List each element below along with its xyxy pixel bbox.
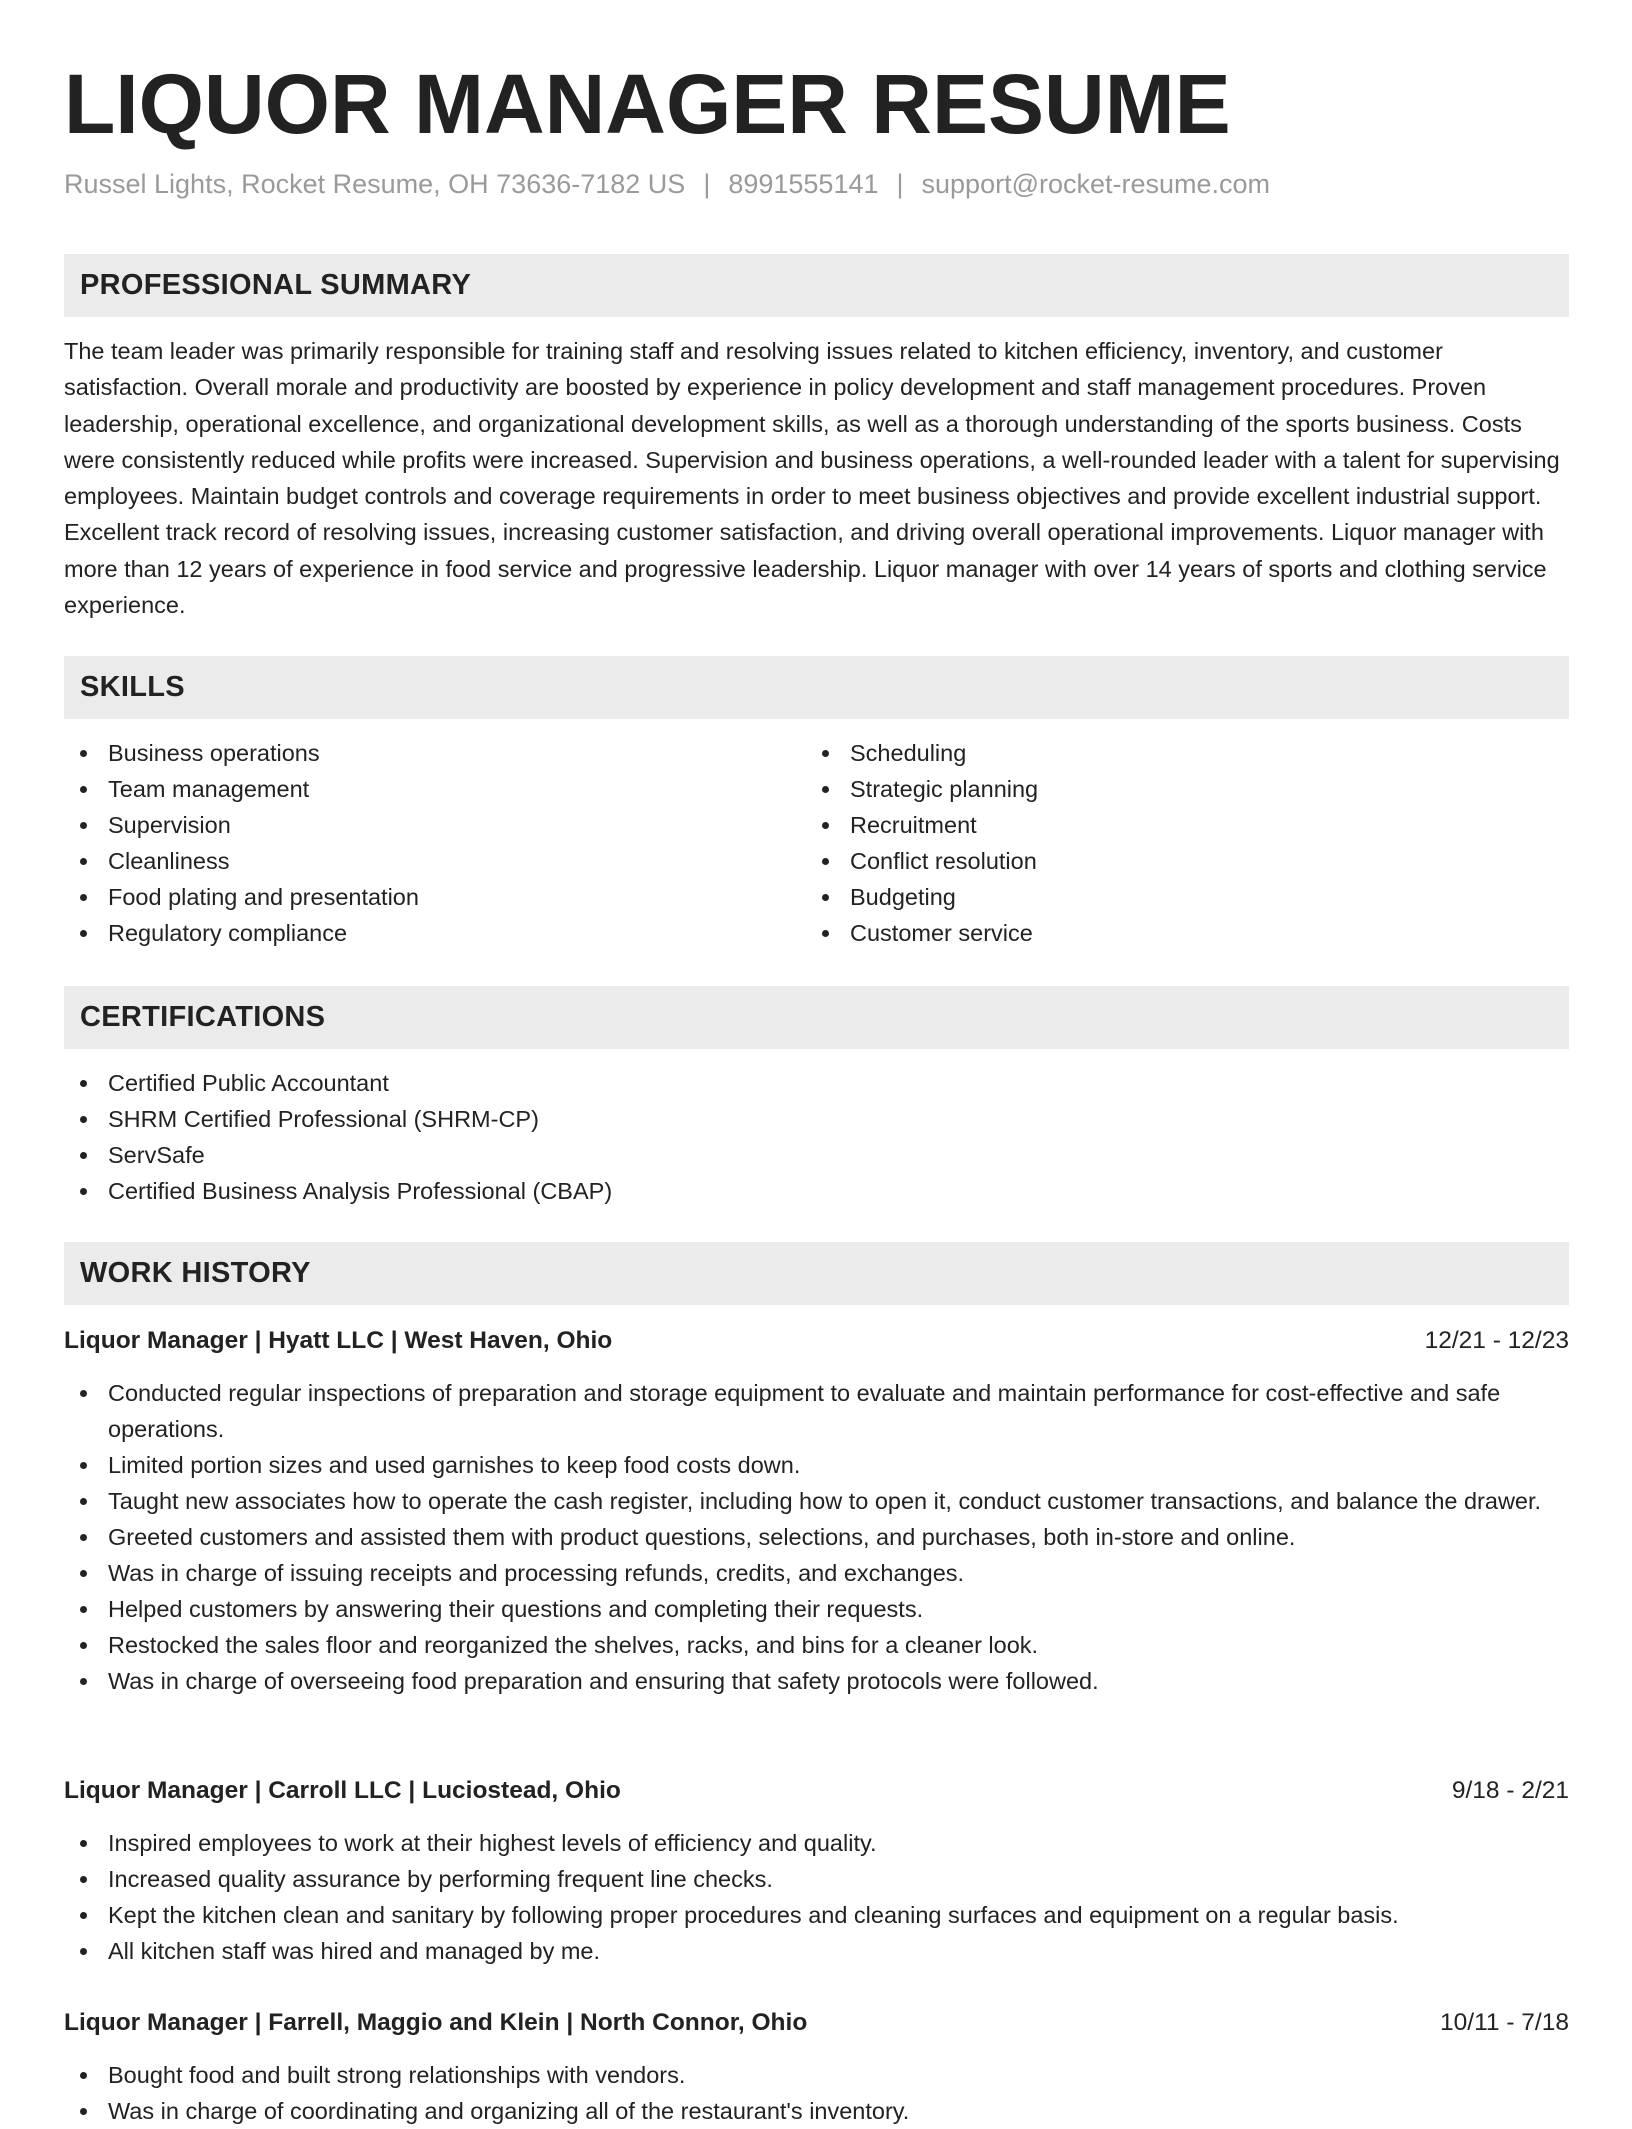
skill-item: Business operations xyxy=(64,735,764,771)
job-dates: 9/18 - 2/21 xyxy=(1451,1777,1569,1804)
job-title: Liquor Manager | Carroll LLC | Luciostead, Ohio xyxy=(64,1777,621,1804)
skill-item: Conflict resolution xyxy=(806,843,1506,879)
skill-item: Budgeting xyxy=(806,879,1506,915)
skill-item: Cleanliness xyxy=(64,843,764,879)
summary-section-header xyxy=(64,254,1569,317)
job-duty: Taught new associates how to operate the cash register, including how to open it, conduct customer transactions, and balance the drawer. xyxy=(64,1483,1569,1519)
skills-list-right xyxy=(806,735,1506,951)
skill-item: Team management xyxy=(64,771,764,807)
job-duty: Bought food and built strong relationships with vendors. xyxy=(64,2057,1569,2093)
contact-email[interactable]: support@rocket-resume.com xyxy=(921,169,1271,199)
job-duty: Limited portion sizes and used garnishes to keep food costs down. xyxy=(64,1447,1569,1483)
skill-item: Scheduling xyxy=(806,735,1506,771)
job-dates: 10/11 - 7/18 xyxy=(1440,2009,1569,2036)
job-duties-list xyxy=(64,2057,1569,2129)
job-duty: All kitchen staff was hired and managed by me. xyxy=(64,1933,1569,1969)
job-duty: Kept the kitchen clean and sanitary by following proper procedures and cleaning surfaces and equipment on a regular basis. xyxy=(64,1897,1569,1933)
certifications-section-header xyxy=(64,986,1569,1049)
work-history-heading: WORK HISTORY xyxy=(80,1257,311,1289)
job-duty: Inspired employees to work at their highest levels of efficiency and quality. xyxy=(64,1825,1569,1861)
job-header xyxy=(64,1773,1569,1809)
skill-item: Regulatory compliance xyxy=(64,915,764,951)
skill-item: Food plating and presentation xyxy=(64,879,764,915)
summary-heading: PROFESSIONAL SUMMARY xyxy=(80,269,472,301)
certifications-list xyxy=(64,1065,1569,1209)
skill-item: Customer service xyxy=(806,915,1506,951)
contact-separator: | xyxy=(703,169,711,199)
skills-list-left xyxy=(64,735,764,951)
contact-phone: 8991555141 xyxy=(728,169,879,199)
job-header xyxy=(64,2005,1569,2041)
certification-item: Certified Business Analysis Professional (CBAP) xyxy=(64,1173,1569,1209)
contact-line xyxy=(64,166,1270,202)
job-duty: Restocked the sales floor and reorganized the shelves, racks, and bins for a cleaner look. xyxy=(64,1627,1569,1663)
job-duty: Was in charge of overseeing food preparation and ensuring that safety protocols were followed. xyxy=(64,1663,1569,1699)
job-title: Liquor Manager | Farrell, Maggio and Klein | North Connor, Ohio xyxy=(64,2009,808,2036)
job-duty: Greeted customers and assisted them with product questions, selections, and purchases, both in-store and online. xyxy=(64,1519,1569,1555)
skills-section-header xyxy=(64,656,1569,719)
job-duty: Increased quality assurance by performing frequent line checks. xyxy=(64,1861,1569,1897)
certification-item: Certified Public Accountant xyxy=(64,1065,1569,1101)
job-header xyxy=(64,1323,1569,1359)
job-duty: Was in charge of coordinating and organizing all of the restaurant's inventory. xyxy=(64,2093,1569,2129)
job-dates: 12/21 - 12/23 xyxy=(1424,1327,1569,1354)
job-duty: Conducted regular inspections of preparation and storage equipment to evaluate and maintain performance for cost-effective and safe operations. xyxy=(64,1375,1569,1447)
job-duty: Was in charge of issuing receipts and processing refunds, credits, and exchanges. xyxy=(64,1555,1569,1591)
skill-item: Supervision xyxy=(64,807,764,843)
certification-item: ServSafe xyxy=(64,1137,1569,1173)
skill-item: Strategic planning xyxy=(806,771,1506,807)
contact-separator: | xyxy=(896,169,904,199)
certifications-heading: CERTIFICATIONS xyxy=(80,1001,326,1033)
job-title: Liquor Manager | Hyatt LLC | West Haven, Ohio xyxy=(64,1327,613,1354)
work-history-section-header xyxy=(64,1242,1569,1305)
certification-item: SHRM Certified Professional (SHRM-CP) xyxy=(64,1101,1569,1137)
contact-address: Russel Lights, Rocket Resume, OH 73636-7182 US xyxy=(64,169,686,199)
job-duty: Helped customers by answering their questions and completing their requests. xyxy=(64,1591,1569,1627)
resume-title: LIQUOR MANAGER RESUME xyxy=(64,57,1231,151)
summary-text: The team leader was primarily responsible for training staff and resolving issues related to kitchen efficiency, inventory, and customer satisfaction. Overall morale and productivity are boosted by experience in policy development and staff management procedures. Proven leadership, operational excellence, and organizational development skills, as well as a thorough understanding of the sports business. Costs were consistently reduced while profits were increased. Supervision and business operations, a well-rounded leader with a talent for supervising employees. Maintain budget controls and coverage requirements in order to meet business objectives and provide excellent industrial support. Excellent track record of resolving issues, increasing customer satisfaction, and driving overall operational improvements. Liquor manager with more than 12 years of experience in food service and progressive leadership. Liquor manager with over 14 years of sports and clothing service experience. xyxy=(64,338,1560,619)
job-duties-list xyxy=(64,1825,1569,1969)
job-duties-list xyxy=(64,1375,1569,1699)
skill-item: Recruitment xyxy=(806,807,1506,843)
skills-heading: SKILLS xyxy=(80,671,185,703)
